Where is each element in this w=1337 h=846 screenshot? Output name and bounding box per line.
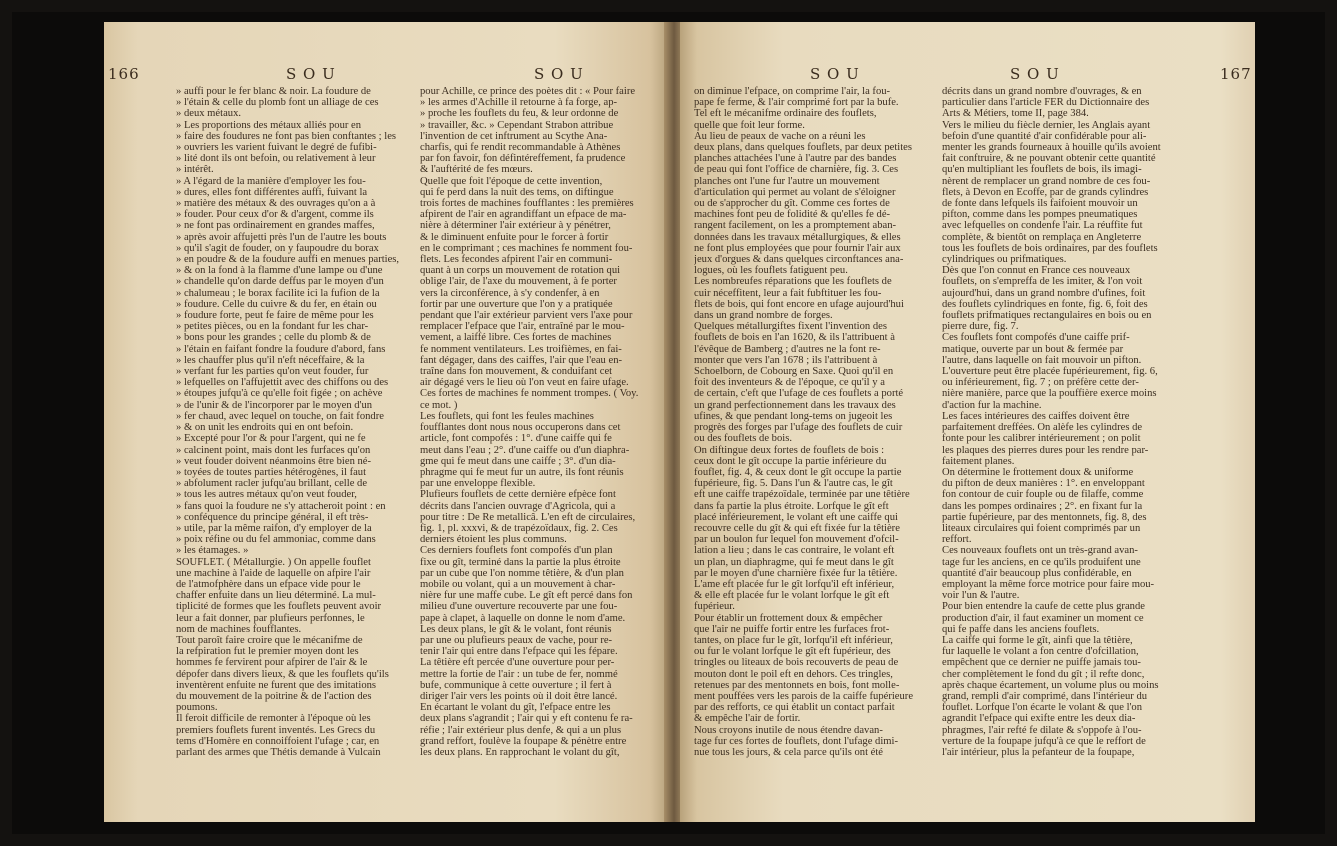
text-line: fixe ou gît, terminé dans la partie la plus étroite: [420, 556, 621, 568]
text-line: faitement planes.: [942, 455, 1015, 467]
text-line: Nous croyons inutile de nous étendre davan-: [694, 724, 883, 736]
text-line: pape fe ferme, & l'air comprimé fort par la bufe.: [694, 97, 899, 109]
text-line: ou fur le volant lorfque le gît eft fupérieur, des: [694, 646, 891, 658]
text-line: derniers étoient les plus communs.: [420, 534, 567, 546]
text-line: par une enveloppe flexible.: [420, 478, 536, 490]
text-line: un plan, un diaphragme, qui fe meut dans le gît: [694, 556, 894, 568]
text-line: quant à un corps un mouvement de rotation qui: [420, 265, 621, 277]
text-line: tage fur ces fortes de fouflets, dont l'ufage dimi-: [694, 735, 899, 747]
text-line: d'action fur la machine.: [942, 399, 1042, 411]
text-line: jeux d'orgues & dans quelques circonftances ana-: [694, 254, 904, 266]
text-line: & elle eft placée fur le volant lorfque le gît eft: [694, 590, 890, 602]
text-line: placé inférieurement, le volant eft une caiffe qui: [694, 511, 898, 523]
text-line: » ne font pas ordinairement en grandes maffes,: [176, 220, 375, 232]
text-line: phragme qui fe meut fur un autre, ils font réunis: [420, 466, 624, 478]
text-line: vement, a laiffé libre. Ces fortes de machines: [420, 332, 612, 344]
text-line: fouflet. Lorfque l'on écarte le volant & que l'on: [942, 702, 1143, 714]
text-line: mobile ou volant, qui a un mouvement à char-: [420, 578, 616, 590]
text-line: après chaque écartement, un volume plus ou moins: [942, 679, 1159, 691]
text-line: » abfolument racler jufqu'au brillant, celle de: [176, 478, 368, 490]
text-line: foit des inventeurs & de l'époque, ce qu'il y a: [694, 377, 885, 389]
text-line: décrits dans l'ancien ouvrage d'Agricola, qui a: [420, 500, 616, 512]
text-line: particulier dans l'article FER du Dictionnaire des: [942, 97, 1150, 109]
text-line: nèrent de remplacer un grand nombre de ces fou-: [942, 175, 1151, 187]
text-line: La têtière eft percée d'une ouverture pour per-: [420, 657, 615, 669]
left-page-column-2: [420, 86, 656, 758]
text-line: des fouflets cylindriques en fonte, fig. 6, foit des: [942, 298, 1148, 310]
text-line: qui fe paffe dans les anciens fouflets.: [942, 623, 1100, 635]
text-line: Ces fouflets font compofés d'une caiffe prif-: [942, 332, 1130, 344]
text-line: ce mot. ): [420, 399, 458, 411]
text-line: quantité d'air beaucoup plus confidérable, en: [942, 567, 1132, 579]
text-line: bufe, communique à cette ouverture ; il fert à: [420, 679, 612, 691]
text-line: En écartant le volant du gît, l'efpace entre les: [420, 702, 611, 714]
text-line: de fonte dans lefquels ils faifoient mouvoir un: [942, 198, 1138, 210]
text-line: avec lefquelles on condenfe l'air. La réuffite fut: [942, 220, 1143, 232]
text-line: qui fe perd dans la nuit des tems, on diftingue: [420, 186, 614, 198]
text-line: Arts & Métiers, tome II, page 384.: [942, 108, 1089, 120]
text-line: » fer chaud, avec lequel on touche, on fait fondre: [176, 410, 384, 422]
text-line: fupérieure, fig. 5. Dans l'un & l'autre cas, le gît: [694, 478, 893, 490]
text-line: la refpiration fut le premier moyen dont les: [176, 646, 359, 658]
text-line: menter les grands fourneaux à houille qu'ils avoient: [942, 142, 1161, 154]
text-line: fortir par une ouverture que l'on y a pratiquée: [420, 298, 613, 310]
text-line: machines font peu de folidité & qu'elles fe dé-: [694, 209, 891, 221]
text-line: un grand perfectionnement dans les travaux des: [694, 399, 896, 411]
text-line: matique, ouverte par un bout & fermée par: [942, 343, 1124, 355]
text-line: » les étamages. »: [176, 545, 249, 557]
text-line: nière à déterminer l'air extérieur à y pénétrer,: [420, 220, 611, 232]
text-line: » petites pièces, ou en la fondant fur les char-: [176, 321, 369, 333]
text-line: Quelle que foit l'époque de cette invention,: [420, 175, 603, 187]
text-line: » tous les autres métaux qu'on veut fouder,: [176, 489, 357, 501]
text-line: » en poudre & de la foudure auffi en menues parties,: [176, 254, 400, 266]
text-line: fouflet, fig. 4, & ceux dont le gît occupe la partie: [694, 466, 902, 478]
text-line: Ces derniers fouflets font compofés d'un plan: [420, 545, 613, 557]
page-number-right: 167: [1220, 65, 1252, 83]
text-line: trois fortes de machines foufflantes : les premières: [420, 198, 634, 210]
text-line: tous les fouflets de bois ordinaires, par des fouflets: [942, 242, 1158, 254]
text-line: afpirent de l'air en agrandiffant un efpace de ma-: [420, 209, 627, 221]
text-line: » utile, par la même raifon, d'y employer de la: [176, 522, 372, 534]
text-line: tringles ou liteaux de bois recouverts de peau de: [694, 657, 899, 669]
text-line: Pour établir un frottement doux & empêcher: [694, 612, 883, 624]
text-line: & empêche l'air de fortir.: [694, 713, 801, 725]
text-line: Il feroit difficile de remonter à l'époque où les: [176, 713, 371, 725]
text-line: Ces nouveaux fouflets ont un très-grand avan-: [942, 545, 1138, 557]
text-line: cylindriques ou prifmatiques.: [942, 254, 1067, 266]
text-line: foufflantes dont nous nous occuperons dans cet: [420, 422, 621, 434]
text-line: nière manière, parce que la pouffière exerce moins: [942, 388, 1157, 400]
text-line: verture de la foupape jufqu'à ce que le reffort de: [942, 735, 1146, 747]
text-line: fouflets, on s'empreffa de les imiter, & l'on voit: [942, 276, 1143, 288]
text-line: pierre dure, fig. 7.: [942, 321, 1019, 333]
text-line: fouflets prifmatiques rectangulaires en bois ou en: [942, 310, 1152, 322]
text-line: Les fouflets, qui font les feules machines: [420, 410, 594, 422]
text-line: charfis, qui fe rendit recommandable à Athènes: [420, 142, 621, 154]
left-page-column-1: [176, 86, 412, 758]
text-line: L'ame eft placée fur le gît lorfqu'il eft inférieur,: [694, 578, 895, 590]
text-line: parfaitement dreffées. On alèfe les cylindres de: [942, 422, 1143, 434]
text-line: données dans les travaux métallurgiques, & elles: [694, 231, 901, 243]
text-line: en le comprimant ; ces machines fe nomment fou-: [420, 242, 633, 254]
text-line: » poix réfine ou du fel ammoniac, comme dans: [176, 534, 376, 546]
text-line: Plufieurs fouflets de cette dernière efpèce font: [420, 489, 616, 501]
text-line: nue tous les jours, & cela parce qu'ils ont été: [694, 746, 884, 758]
text-line: pour titre : De Re metallicâ. L'en eft de circulaires,: [420, 511, 636, 523]
text-line: » proche les fouflets du feu, & leur ordonne de: [420, 108, 619, 120]
text-line: liteaux circulaires qui foient comprimés par un: [942, 522, 1141, 534]
text-line: inventèrent enfuite ne furent que des imitations: [176, 679, 377, 691]
text-line: une machine à l'aide de laquelle on afpire l'air: [176, 567, 371, 579]
text-line: mettre la fortie de l'air : un tube de fer, nommé: [420, 668, 618, 680]
text-line: l'invention de cet inftrument au Scythe Ana-: [420, 130, 608, 142]
text-line: fouflets de bois en l'an 1620, & ils l'attribuent à: [694, 332, 895, 344]
text-line: dans fa partie la plus étroite. Lorfque le gît eft: [694, 500, 889, 512]
text-line: On détermine le frottement doux & uniforme: [942, 466, 1134, 478]
text-line: » foudure. Celle du cuivre & du fer, en étain ou: [176, 298, 377, 310]
text-line: par un cube que l'on nomme têtière, & d'un plan: [420, 567, 624, 579]
text-line: fig. 1, pl. xxxvi, & de trapézoïdaux, fig. 2. Ces: [420, 522, 618, 534]
text-line: fur laquelle le volant a fon centre d'ofcillation,: [942, 646, 1139, 658]
text-line: fant dégager, dans des caiffes, l'air que l'eau en-: [420, 354, 623, 366]
text-line: & l'auftérité de fes mœurs.: [420, 164, 533, 176]
text-line: de peau qui font l'office de charnière, fig. 3. Ces: [694, 164, 899, 176]
text-line: dépofer dans divers lieux, & que les fouflets qu'ils: [176, 668, 389, 680]
text-line: » après avoir affujetti près l'un de l'autre les bouts: [176, 231, 387, 243]
text-line: de certain, c'eft que l'ufage de ces fouflets a porté: [694, 388, 904, 400]
text-line: grand, rempli d'air comprimé, dans l'intérieur du: [942, 690, 1148, 702]
text-line: » A l'égard de la manière d'employer les fou-: [176, 175, 366, 187]
text-line: leur a fait donner, par plufieurs perfonnes, le: [176, 612, 365, 624]
text-line: fe nomment ventilateurs. Les troifièmes, en fai-: [420, 343, 622, 355]
right-page-column-2: [942, 86, 1182, 758]
text-line: progrès des forges par l'ufage des fouflets de cuir: [694, 422, 903, 434]
text-line: Vers le milieu du fiècle dernier, les Anglais ayant: [942, 119, 1151, 131]
text-line: » ouvriers les varient fuivant le degré de fufibi-: [176, 142, 377, 154]
text-line: reffort.: [942, 534, 972, 546]
text-line: fupérieur.: [694, 601, 735, 613]
text-line: » intérêt.: [176, 164, 214, 176]
text-line: air dégagé vers le lieu où l'on veut en faire ufage.: [420, 377, 629, 389]
text-line: les plaques des pierres dures pour les rendre par-: [942, 444, 1149, 456]
text-line: fonte pour les calibrer intérieurement ; on polit: [942, 433, 1141, 445]
text-line: cher complètement le fond du gît ; il refte donc,: [942, 668, 1145, 680]
text-line: tems d'Homère en connoiffoient l'ufage ; car, en: [176, 735, 380, 747]
text-line: La caiffe qui forme le gît, ainfi que la têtière,: [942, 634, 1133, 646]
right-page-column-1: [694, 86, 934, 758]
text-line: réfie ; l'air extérieur plus denfe, & qui a un plus: [420, 724, 622, 736]
text-line: mouton dont le poil eft en dehors. Ces tringles,: [694, 668, 893, 680]
page-number-left: 166: [108, 65, 140, 83]
text-line: nom de machines foufflantes.: [176, 623, 302, 635]
text-line: » chandelle qu'on darde deffus par le moyen d'un: [176, 276, 384, 288]
text-line: ou inférieurement, fig. 7 ; on préfère cette der-: [942, 377, 1139, 389]
text-line: ment pouffées vers les parois de la caiffe fupérieure: [694, 690, 914, 702]
text-line: » verfant fur les parties qu'on veut fouder, fur: [176, 366, 369, 378]
text-line: quelle que foit leur forme.: [694, 119, 805, 131]
text-line: l'évêque de Bamberg ; d'autres ne la font re-: [694, 343, 881, 355]
text-line: » bons pour les grandes ; celle du plomb & de: [176, 332, 371, 344]
text-line: partie fupérieure, par des mentonnets, fig. 8, des: [942, 511, 1147, 523]
text-line: » chalumeau ; le borax facilite ici la fufion de la: [176, 287, 380, 299]
text-line: » les armes d'Achille il retourne à fa forge, ap-: [420, 97, 618, 109]
text-line: tiplicité de formes que les fouflets peuvent avoir: [176, 601, 382, 613]
text-line: » de l'unir & de l'incorporer par le moyen d'un: [176, 399, 373, 411]
text-line: Ces fortes de machines fe nomment trompes. ( Voy.: [420, 388, 639, 400]
text-line: & le diminuent enfuite pour le forcer à fortir: [420, 231, 609, 243]
text-line: complète, & bientôt on remplaça en Angleterre: [942, 231, 1142, 243]
text-line: vers la circonférence, à s'y condenfer, à en: [420, 287, 600, 299]
text-line: Au lieu de peaux de vache on a réuni les: [694, 130, 866, 142]
text-line: gme qui fe meut dans une caiffe ; 3°. d'un dia-: [420, 455, 616, 467]
text-line: » l'étain & celle du plomb font un alliage de ces: [176, 97, 379, 109]
text-line: pour Achille, ce prince des poètes dit : « Pour faire: [420, 86, 636, 97]
text-line: ou des fouflets de bois.: [694, 433, 792, 445]
text-line: milieu d'une ouverture recouverte par une fou-: [420, 601, 618, 613]
text-line: les deux plans. En rapprochant le volant du gît,: [420, 746, 620, 758]
text-line: grand reffort, foulève la foupape & pénètre entre: [420, 735, 627, 747]
text-line: oblige l'air, de l'axe du mouvement, à fe porter: [420, 276, 617, 288]
text-line: » & on la fond à la flamme d'une lampe ou d'une: [176, 265, 383, 277]
text-line: par un boulon fur lequel fon mouvement d'ofcil-: [694, 534, 899, 546]
text-line: du mouvement de la poitrine & de l'action des: [176, 690, 372, 702]
text-line: » qu'il s'agit de fouder, on y faupoudre du borax: [176, 242, 379, 254]
text-line: » travailler, &c. » Cependant Strabon attribue: [420, 119, 614, 131]
text-line: phragmes, l'air refté fe dilate & s'oppofe à l'ou-: [942, 724, 1142, 736]
text-line: tantes, on place fur le gît, lorfqu'il eft inférieur,: [694, 634, 893, 646]
text-line: » l'étain en faifant fondre la foudure d'abord, fans: [176, 343, 386, 355]
text-line: planches ont l'une fur l'autre un mouvement: [694, 175, 880, 187]
text-line: d'articulation qui permet au volant de s'éloigner: [694, 186, 896, 198]
text-line: » deux métaux.: [176, 108, 242, 120]
text-line: befoin d'une quantité d'air confidérable pour ali-: [942, 130, 1147, 142]
text-line: hommes fe fervirent pour afpirer de l'air & le: [176, 657, 368, 669]
text-line: fon contour de cuir fouple ou de filaffe, comme: [942, 489, 1144, 501]
text-line: empêchent que ce dernier ne puiffe jamais tou-: [942, 657, 1141, 669]
text-line: pape à clapet, à laquelle on donne le nom d'ame.: [420, 612, 626, 624]
text-line: chaffer enfuite dans un lieu déterminé. La mul-: [176, 590, 376, 602]
text-line: logues, où les fouflets fatiguent peu.: [694, 265, 848, 277]
text-line: par le moyen d'une charnière fixée fur la têtière.: [694, 567, 898, 579]
text-line: Dès que l'on connut en France ces nouveaux: [942, 265, 1131, 277]
text-line: » Excepté pour l'or & pour l'argent, qui ne fe: [176, 433, 366, 445]
text-line: lation a lieu ; dans le cas contraire, le volant eft: [694, 545, 895, 557]
left-page: [104, 22, 667, 822]
text-line: Quelques métallurgiftes fixent l'invention des: [694, 321, 887, 333]
text-line: Tout paroît faire croire que le mécanifme de: [176, 634, 363, 646]
text-line: » Les proportions des métaux alliés pour en: [176, 119, 362, 131]
text-line: meut dans l'eau ; 2°. d'une caiffe ou d'un diaphra-: [420, 444, 630, 456]
text-line: » fans quoi la foudure ne s'y attacheroit point : en: [176, 500, 386, 512]
text-line: agrandit l'efpace qui exifte entre les deux dia-: [942, 713, 1136, 725]
text-line: » lefquelles on l'affujettit avec des chiffons ou des: [176, 377, 389, 389]
running-head-right-1: S O U: [810, 65, 860, 83]
text-line: ufines, & que pendant long-tems on jugeoit les: [694, 410, 893, 422]
running-head-left-2: S O U: [534, 65, 584, 83]
text-line: poumons.: [176, 702, 218, 714]
text-line: dans les pompes ordinaires ; 2°. en fixant fur la: [942, 500, 1143, 512]
text-line: ou de s'approcher du gît. Comme ces fortes de: [694, 198, 890, 210]
text-line: » faire des foudures ne font pas bien conftantes ; les: [176, 130, 397, 142]
running-head-left-1: S O U: [286, 65, 336, 83]
text-line: rangent facilement, on les a promptement aban-: [694, 220, 897, 232]
text-line: fait conftruire, & ne pouvant obtenir cette quantité: [942, 153, 1156, 165]
text-line: diriger l'air vers les points où il doit être lancé.: [420, 690, 618, 702]
text-line: » & on unit les endroits qui en ont befoin.: [176, 422, 354, 434]
text-line: flets, à Devon en Ecoffe, par de grands cylindres: [942, 186, 1149, 198]
text-line: traîne dans fon mouvement, & conduifant cet: [420, 366, 613, 378]
text-line: aujourd'hui, dans un grand nombre d'ufines, foit: [942, 287, 1146, 299]
text-line: flets de bois, qui font encore en ufage aujourd'hui: [694, 298, 904, 310]
text-line: On diftingue deux fortes de fouflets de bois :: [694, 444, 885, 456]
text-line: Schoelborn, de Cobourg en Saxe. Quoi qu'il en: [694, 366, 894, 378]
text-line: production d'air, il faut examiner un moment ce: [942, 612, 1144, 624]
text-line: remplacer l'efpace que l'air, entraîné par le mou-: [420, 321, 625, 333]
text-line: décrits dans un grand nombre d'ouvrages, & en: [942, 86, 1142, 97]
text-line: tage fur les anciens, en ce qu'ils produifent une: [942, 556, 1141, 568]
text-line: qu'en multipliant les fouflets de bois, ils imagi-: [942, 164, 1142, 176]
text-line: » auffi pour le fer blanc & noir. La foudure de: [176, 86, 371, 97]
text-line: Tel eft le mécanifme ordinaire des fouflets,: [694, 108, 877, 120]
text-line: » les chauffer plus qu'il n'eft néceffaire, & la: [176, 354, 365, 366]
text-line: » fouder. Pour ceux d'or & d'argent, comme ils: [176, 209, 374, 221]
text-line: on diminue l'efpace, on comprime l'air, la fou-: [694, 86, 891, 97]
text-line: » dures, elles font différentes auffi, fuivant la: [176, 186, 368, 198]
text-line: retenues par des mentonnets en bois, font molle-: [694, 679, 900, 691]
text-line: ne font plus employées que pour fournir l'air aux: [694, 242, 901, 254]
text-line: par des refforts, ce qui établit un contact parfait: [694, 702, 895, 714]
text-line: eft une caiffe trapézoïdale, terminée par une têtière: [694, 489, 910, 501]
text-line: deux plans, dans quelques fouflets, par deux petites: [694, 142, 912, 154]
text-line: » lité dont ils ont befoin, ou relativement à leur: [176, 153, 376, 165]
text-line: SOUFLET. ( Métallurgie. ) On appelle fouflet: [176, 556, 371, 568]
text-line: ceux dont le gît occupe la partie inférieure du: [694, 455, 887, 467]
text-line: par fon favoir, fon défintéreffement, fa prudence: [420, 153, 626, 165]
text-line: deux plans s'agrandit ; l'air qui y eft contenu fe ra-: [420, 713, 633, 725]
text-line: Pour bien entendre la caufe de cette plus grande: [942, 601, 1145, 613]
text-line: » conféquence du principe général, il eft très-: [176, 511, 369, 523]
text-line: planches attachées l'une à l'autre par des bandes: [694, 153, 897, 165]
text-line: pifton, comme dans les pompes pneumatiques: [942, 209, 1138, 221]
text-line: voir l'un & l'autre.: [942, 590, 1020, 602]
right-page: [680, 22, 1255, 822]
text-line: article, font compofés : 1°. d'une caiffe qui fe: [420, 433, 612, 445]
text-line: flets. Les fecondes afpirent l'air en communi-: [420, 254, 613, 266]
text-line: pendant que l'air extérieur parvient vers l'axe pour: [420, 310, 633, 322]
text-line: tenir l'air qui entre dans l'efpace qui les fépare.: [420, 646, 618, 658]
text-line: premiers fouflets furent inventés. Les Grecs du: [176, 724, 376, 736]
text-line: par une ou plufieurs peaux de vache, pour re-: [420, 634, 613, 646]
text-line: du pifton de deux manières : 1°. en enveloppant: [942, 478, 1145, 490]
text-line: monter que vers l'an 1678 ; ils l'attribuent à: [694, 354, 878, 366]
text-line: L'ouverture peut être placée fupérieurement, fig. 6,: [942, 366, 1158, 378]
text-line: nière fur une maffe cube. Le gît eft percé dans fon: [420, 590, 633, 602]
text-line: Les deux plans, le gît & le volant, font réunis: [420, 623, 612, 635]
text-line: » foudure forte, peut fe faire de même pour les: [176, 310, 374, 322]
text-line: » toyées de toutes parties hétérogènes, il faut: [176, 466, 367, 478]
text-line: Les nombreufes réparations que les fouflets de: [694, 276, 892, 288]
text-line: de l'atmofphère dans un efpace vide pour le: [176, 578, 361, 590]
text-line: l'autre, dans laquelle on fait mouvoir un pifton.: [942, 354, 1142, 366]
text-line: l'air intérieur, plus la pefanteur de la foupape,: [942, 746, 1135, 758]
text-line: que l'air ne puiffe fortir entre les furfaces frot-: [694, 623, 890, 635]
text-line: » étoupes jufqu'à ce qu'elle foit figée ; on achève: [176, 388, 383, 400]
text-line: » matière des métaux & des ouvrages qu'on a à: [176, 198, 376, 210]
text-line: » calcinent point, mais dont les furfaces qu'on: [176, 444, 371, 456]
text-line: parlant des armes que Thétis demande à Vulcain: [176, 746, 381, 758]
text-line: employant la même force motrice pour faire mou-: [942, 578, 1155, 590]
text-line: » veut fouder doivent néanmoins être bien né-: [176, 455, 372, 467]
running-head-right-2: S O U: [1010, 65, 1060, 83]
text-line: Les faces intérieures des caiffes doivent être: [942, 410, 1130, 422]
text-line: dans un grand nombre de forges.: [694, 310, 833, 322]
text-line: cuir néceffitent, leur a fait fubftituer les fou-: [694, 287, 882, 299]
text-line: recouvre celle du gît & qui eft fixée fur la têtière: [694, 522, 900, 534]
